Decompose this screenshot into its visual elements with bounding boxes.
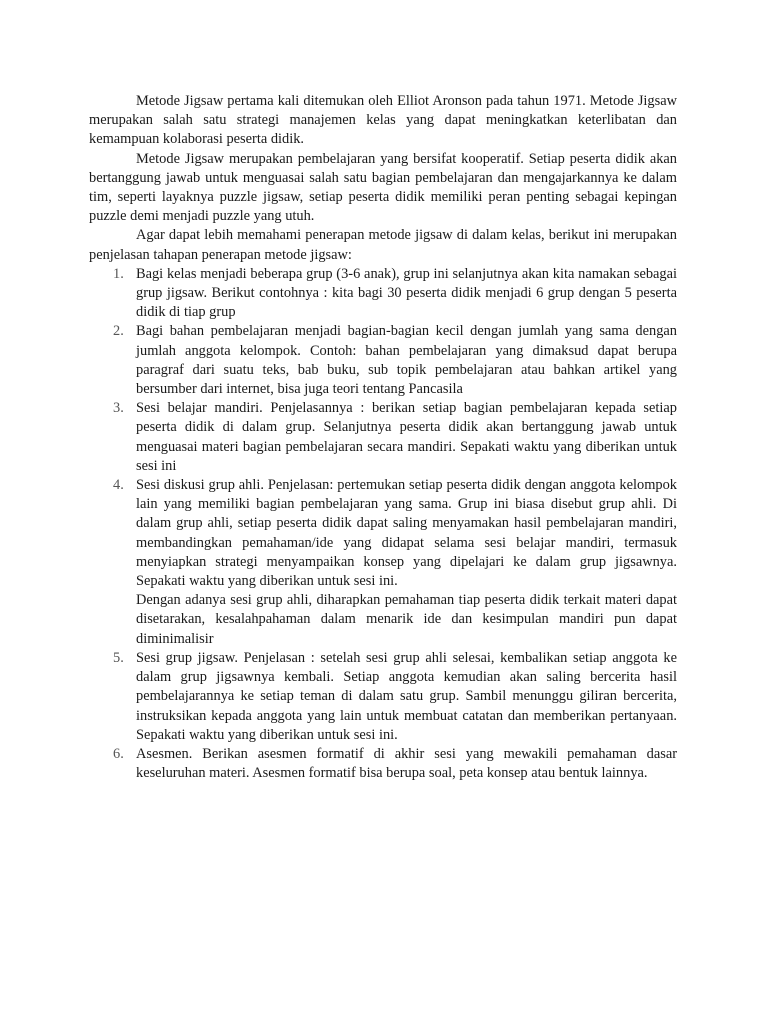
steps-intro-paragraph: Agar dapat lebih memahami penerapan metode jigsaw di dalam kelas, berikut ini merupakan penjelasan tahapan penerapan metode jigsaw:	[89, 227, 677, 263]
list-item-text: Sesi diskusi grup ahli. Penjelasan: pertemukan setiap peserta didik dengan anggota kelompok lain yang memiliki bagian pembelajaran yang sama. Grup ini biasa disebut grup ahli. Di dalam grup ahli, setiap peserta didik dapat saling menyamakan hasil pembelajaran mandiri, membandingkan pemahaman/ide yang didapat selama sesi belajar mandiri, termasuk menyiapkan strategi menyampaikan konsep yang dipelajari ke dalam grup jigsawnya. Sepakati waktu yang diberikan untuk sesi ini.	[136, 477, 677, 590]
list-item-number: 5.	[113, 649, 124, 666]
document-body	[89, 92, 677, 783]
list-item-number: 2.	[113, 323, 124, 340]
list-item	[89, 649, 677, 745]
list-item-subtext: Dengan adanya sesi grup ahli, diharapkan pemahaman tiap peserta didik terkait materi dapat disetarakan, kesalahpahaman dalam menarik ide dan kesimpulan mandiri pun dapat diminimalisir	[136, 592, 677, 647]
list-item-text: Sesi grup jigsaw. Penjelasan : setelah sesi grup ahli selesai, kembalikan setiap anggota ke dalam grup jigsawnya kembali. Setiap anggota kemudian akan saling bercerita hasil pembelajarannya ke setiap teman di dalam satu grup. Sambil menunggu giliran bercerita, instruksikan kepada anggota yang lain untuk membuat catatan dan memberikan pertanyaan. Sepakati waktu yang diberikan untuk sesi ini.	[136, 649, 677, 743]
list-item-text: Bagi kelas menjadi beberapa grup (3-6 anak), grup ini selanjutnya akan kita namakan sebagai grup jigsaw. Berikut contohnya : kita bagi 30 peserta didik menjadi 6 grup dengan 5 peserta didik di tiap grup	[136, 265, 677, 321]
list-item	[89, 265, 677, 323]
cooperative-paragraph: Metode Jigsaw merupakan pembelajaran yang bersifat kooperatif. Setiap peserta didik akan bertanggung jawab untuk menguasai salah satu bagian pembelajaran dan mengajarkannya ke dalam tim, seperti layaknya puzzle jigsaw, setiap peserta didik memiliki peran penting sebagai kepingan puzzle demi menjadi puzzle yang utuh.	[89, 150, 677, 225]
list-item	[89, 476, 677, 649]
list-item-number: 4.	[113, 477, 124, 494]
intro-paragraph: Metode Jigsaw pertama kali ditemukan oleh Elliot Aronson pada tahun 1971. Metode Jigsaw merupakan salah satu strategi manajemen kelas yang dapat meningkatkan keterlibatan dan kemampuan kolaborasi peserta didik.	[89, 93, 677, 148]
list-item	[89, 322, 677, 399]
list-item-number: 3.	[113, 400, 124, 417]
steps-list	[89, 265, 677, 783]
list-item	[89, 745, 677, 783]
list-item	[89, 399, 677, 476]
list-item-text: Asesmen. Berikan asesmen formatif di akhir sesi yang mewakili pemahaman dasar keseluruhan materi. Asesmen formatif bisa berupa soal, peta konsep atau bentuk lainnya.	[136, 745, 677, 782]
list-item-number: 1.	[113, 265, 124, 282]
list-item-number: 6.	[113, 745, 124, 762]
list-item-text: Sesi belajar mandiri. Penjelasannya : berikan setiap bagian pembelajaran kepada setiap peserta didik di dalam grup. Selanjutnya peserta didik akan bertanggung jawab untuk menguasai materi bagian pembelajaran secara mandiri. Sepakati waktu yang diberikan untuk sesi ini	[136, 400, 677, 474]
list-item-text: Bagi bahan pembelajaran menjadi bagian-bagian kecil dengan jumlah yang sama dengan jumlah anggota kelompok. Contoh: bahan pembelajaran yang dimaksud dapat berupa paragraf dari suatu teks, bab buku, sub topik pembelajaran atau bahkan artikel yang bersumber dari internet, bisa juga teori tentang Pancasila	[136, 323, 677, 398]
